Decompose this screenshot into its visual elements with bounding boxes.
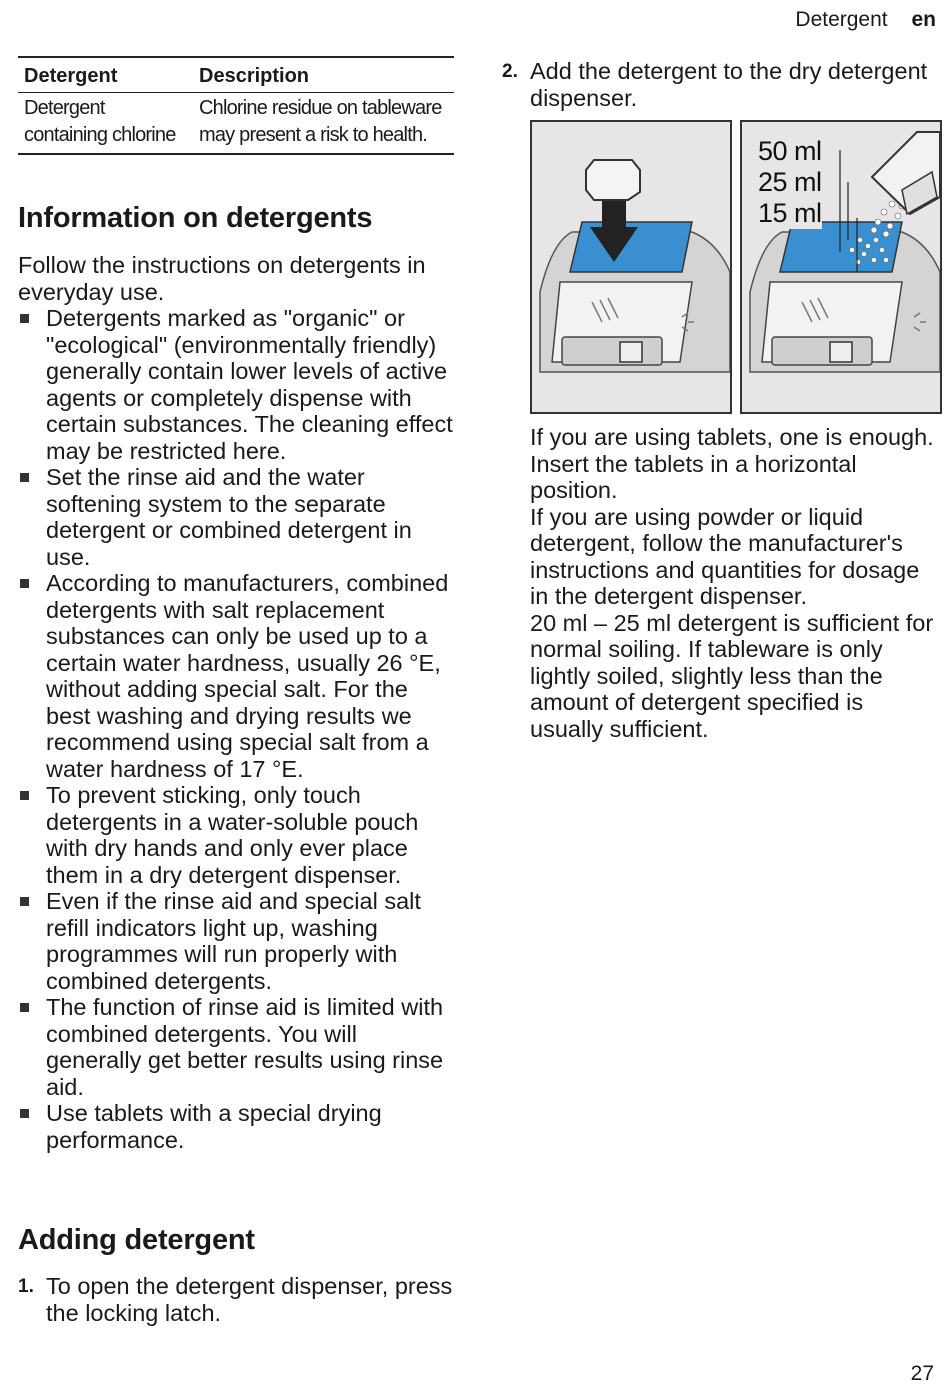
step-text: Add the detergent to the dry detergent dispenser. xyxy=(530,58,928,111)
list-item: Use tablets with a special drying performance. xyxy=(18,1100,454,1153)
step-number: 1. xyxy=(18,1276,34,1297)
adding-heading: Adding detergent xyxy=(18,1224,255,1256)
dosage-label-15: 15 ml xyxy=(758,198,822,228)
dosage-label-25: 25 ml xyxy=(758,167,822,197)
dispenser-illustration xyxy=(530,120,940,412)
info-heading: Information on detergents xyxy=(18,202,373,234)
dosage-text xyxy=(530,424,942,742)
powder-paragraph: If you are using powder or liquid detergent, follow the manufacturer's instructions and quantities for dosage in the detergent dispenser. xyxy=(530,503,920,609)
info-intro: Follow the instructions on detergents in everyday use. xyxy=(18,252,426,305)
tablet-insert-illustration xyxy=(530,120,732,414)
list-item: The function of rinse aid is limited with combined detergents. You will generally get better results using rinse aid. xyxy=(18,994,454,1100)
section-title: Detergent xyxy=(795,8,888,31)
step-item xyxy=(18,1273,454,1326)
dosage-label-50: 50 ml xyxy=(758,136,822,166)
table-header-detergent: Detergent xyxy=(18,57,193,93)
list-item: Set the rinse aid and the water softening system to the separate detergent or combined detergent in use. xyxy=(18,464,454,570)
detergent-table xyxy=(18,56,454,155)
info-bullet-list xyxy=(18,305,454,1153)
step-item xyxy=(502,58,942,111)
list-item: Detergents marked as "organic" or "ecological" (environmentally friendly) generally contain lower levels of active agents or completely dispense with certain substances. The cleaning effect may be restricted here. xyxy=(18,305,454,464)
tablet-paragraph: If you are using tablets, one is enough. Insert the tablets in a horizontal position. xyxy=(530,424,934,503)
language-code: en xyxy=(911,8,936,31)
powder-dosage-illustration xyxy=(740,120,942,414)
table-row xyxy=(18,93,454,155)
table-cell-description: Chlorine residue on tableware may present a risk to health. xyxy=(193,93,454,155)
page-header xyxy=(795,8,936,32)
amount-paragraph: 20 ml – 25 ml detergent is sufficient for normal soiling. If tableware is only lightly soiled, slightly less than the amount of detergent specified is usually sufficient. xyxy=(530,609,934,742)
list-item: Even if the rinse aid and special salt refill indicators light up, washing programmes will run properly with combined detergents. xyxy=(18,888,454,994)
table-header-description: Description xyxy=(193,57,454,93)
page-number: 27 xyxy=(910,1362,934,1385)
list-item: According to manufacturers, combined detergents with salt replacement substances can only be used up to a certain water hardness, usually 26 °E, without adding special salt. For the best washing and drying results we recommend using special salt from a water hardness of 17 °E. xyxy=(18,570,454,782)
info-body xyxy=(18,252,454,1153)
steps-list-left xyxy=(18,1273,454,1326)
step-number: 2. xyxy=(502,61,518,82)
steps-list-right xyxy=(502,58,942,111)
list-item: To prevent sticking, only touch detergents in a water-soluble pouch with dry hands and only ever place them in a dry detergent dispenser. xyxy=(18,782,454,888)
table-cell-detergent: Detergent containing chlorine xyxy=(18,93,193,155)
step-text: To open the detergent dispenser, press the locking latch. xyxy=(46,1273,453,1326)
